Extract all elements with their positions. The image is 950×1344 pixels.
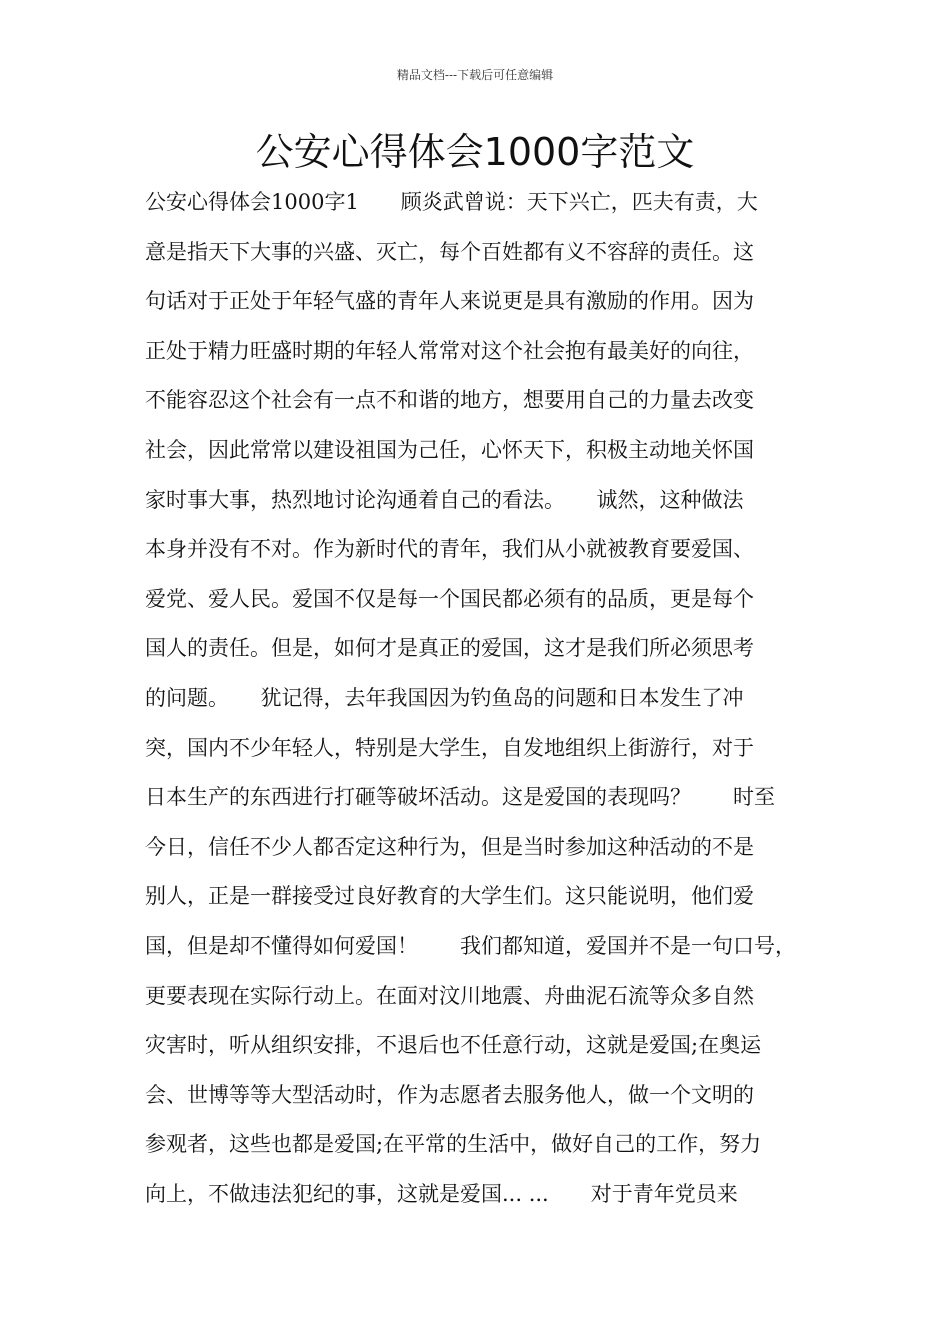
body-line: 公安心得体会1000字1 顾炎武曾说：天下兴亡，匹夫有责，大 (145, 190, 758, 214)
body-line: 不能容忍这个社会有一点不和谐的地方，想要用自己的力量去改变 (145, 388, 754, 413)
body-line: 别人，正是一群接受过良好教育的大学生们。这只能说明，他们爱 (145, 884, 754, 909)
body-line: 国，但是却不懂得如何爱国！ 我们都知道，爱国并不是一句口号， (145, 933, 796, 958)
body-line: 向上，不做违法犯纪的事，这就是爱国... ... 对于青年党员来 (145, 1181, 738, 1206)
body-line: 意是指天下大事的兴盛、灭亡，每个百姓都有义不容辞的责任。这 (145, 239, 754, 264)
body-line: 家时事大事，热烈地讨论沟通着自己的看法。 诚然，这种做法 (145, 487, 744, 512)
document-title: 公安心得体会1000字范文 (255, 130, 695, 174)
header-note: 精品文档---下载后可任意编辑 (396, 68, 554, 82)
body-line: 参观者，这些也都是爱国;在平常的生活中，做好自己的工作，努力 (145, 1132, 762, 1157)
body-line: 会、世博等等大型活动时，作为志愿者去服务他人，做一个文明的 (145, 1082, 754, 1107)
body-text (145, 178, 825, 1219)
body-line: 正处于精力旺盛时期的年轻人常常对这个社会抱有最美好的向往， (145, 338, 754, 363)
body-line: 突，国内不少年轻人，特别是大学生，自发地组织上街游行，对于 (145, 735, 754, 760)
body-line: 今日，信任不少人都否定这种行为，但是当时参加这种活动的不是 (145, 834, 754, 859)
body-line: 国人的责任。但是，如何才是真正的爱国，这才是我们所必须思考 (145, 636, 754, 661)
body-line: 爱党、爱人民。爱国不仅是每一个国民都必须有的品质，更是每个 (145, 586, 754, 611)
body-line: 本身并没有不对。作为新时代的青年，我们从小就被教育要爱国、 (145, 537, 754, 562)
body-line: 更要表现在实际行动上。在面对汶川地震、舟曲泥石流等众多自然 (145, 983, 754, 1008)
body-line: 的问题。 犹记得，去年我国因为钓鱼岛的问题和日本发生了冲 (145, 685, 744, 710)
body-line: 灾害时，听从组织安排，不退后也不任意行动，这就是爱国;在奥运 (145, 1033, 762, 1058)
body-line: 日本生产的东西进行打砸等破坏活动。这是爱国的表现吗？ 时至 (145, 785, 775, 810)
body-line: 句话对于正处于年轻气盛的青年人来说更是具有激励的作用。因为 (145, 289, 754, 314)
body-line: 社会，因此常常以建设祖国为己任，心怀天下，积极主动地关怀国 (145, 437, 754, 462)
